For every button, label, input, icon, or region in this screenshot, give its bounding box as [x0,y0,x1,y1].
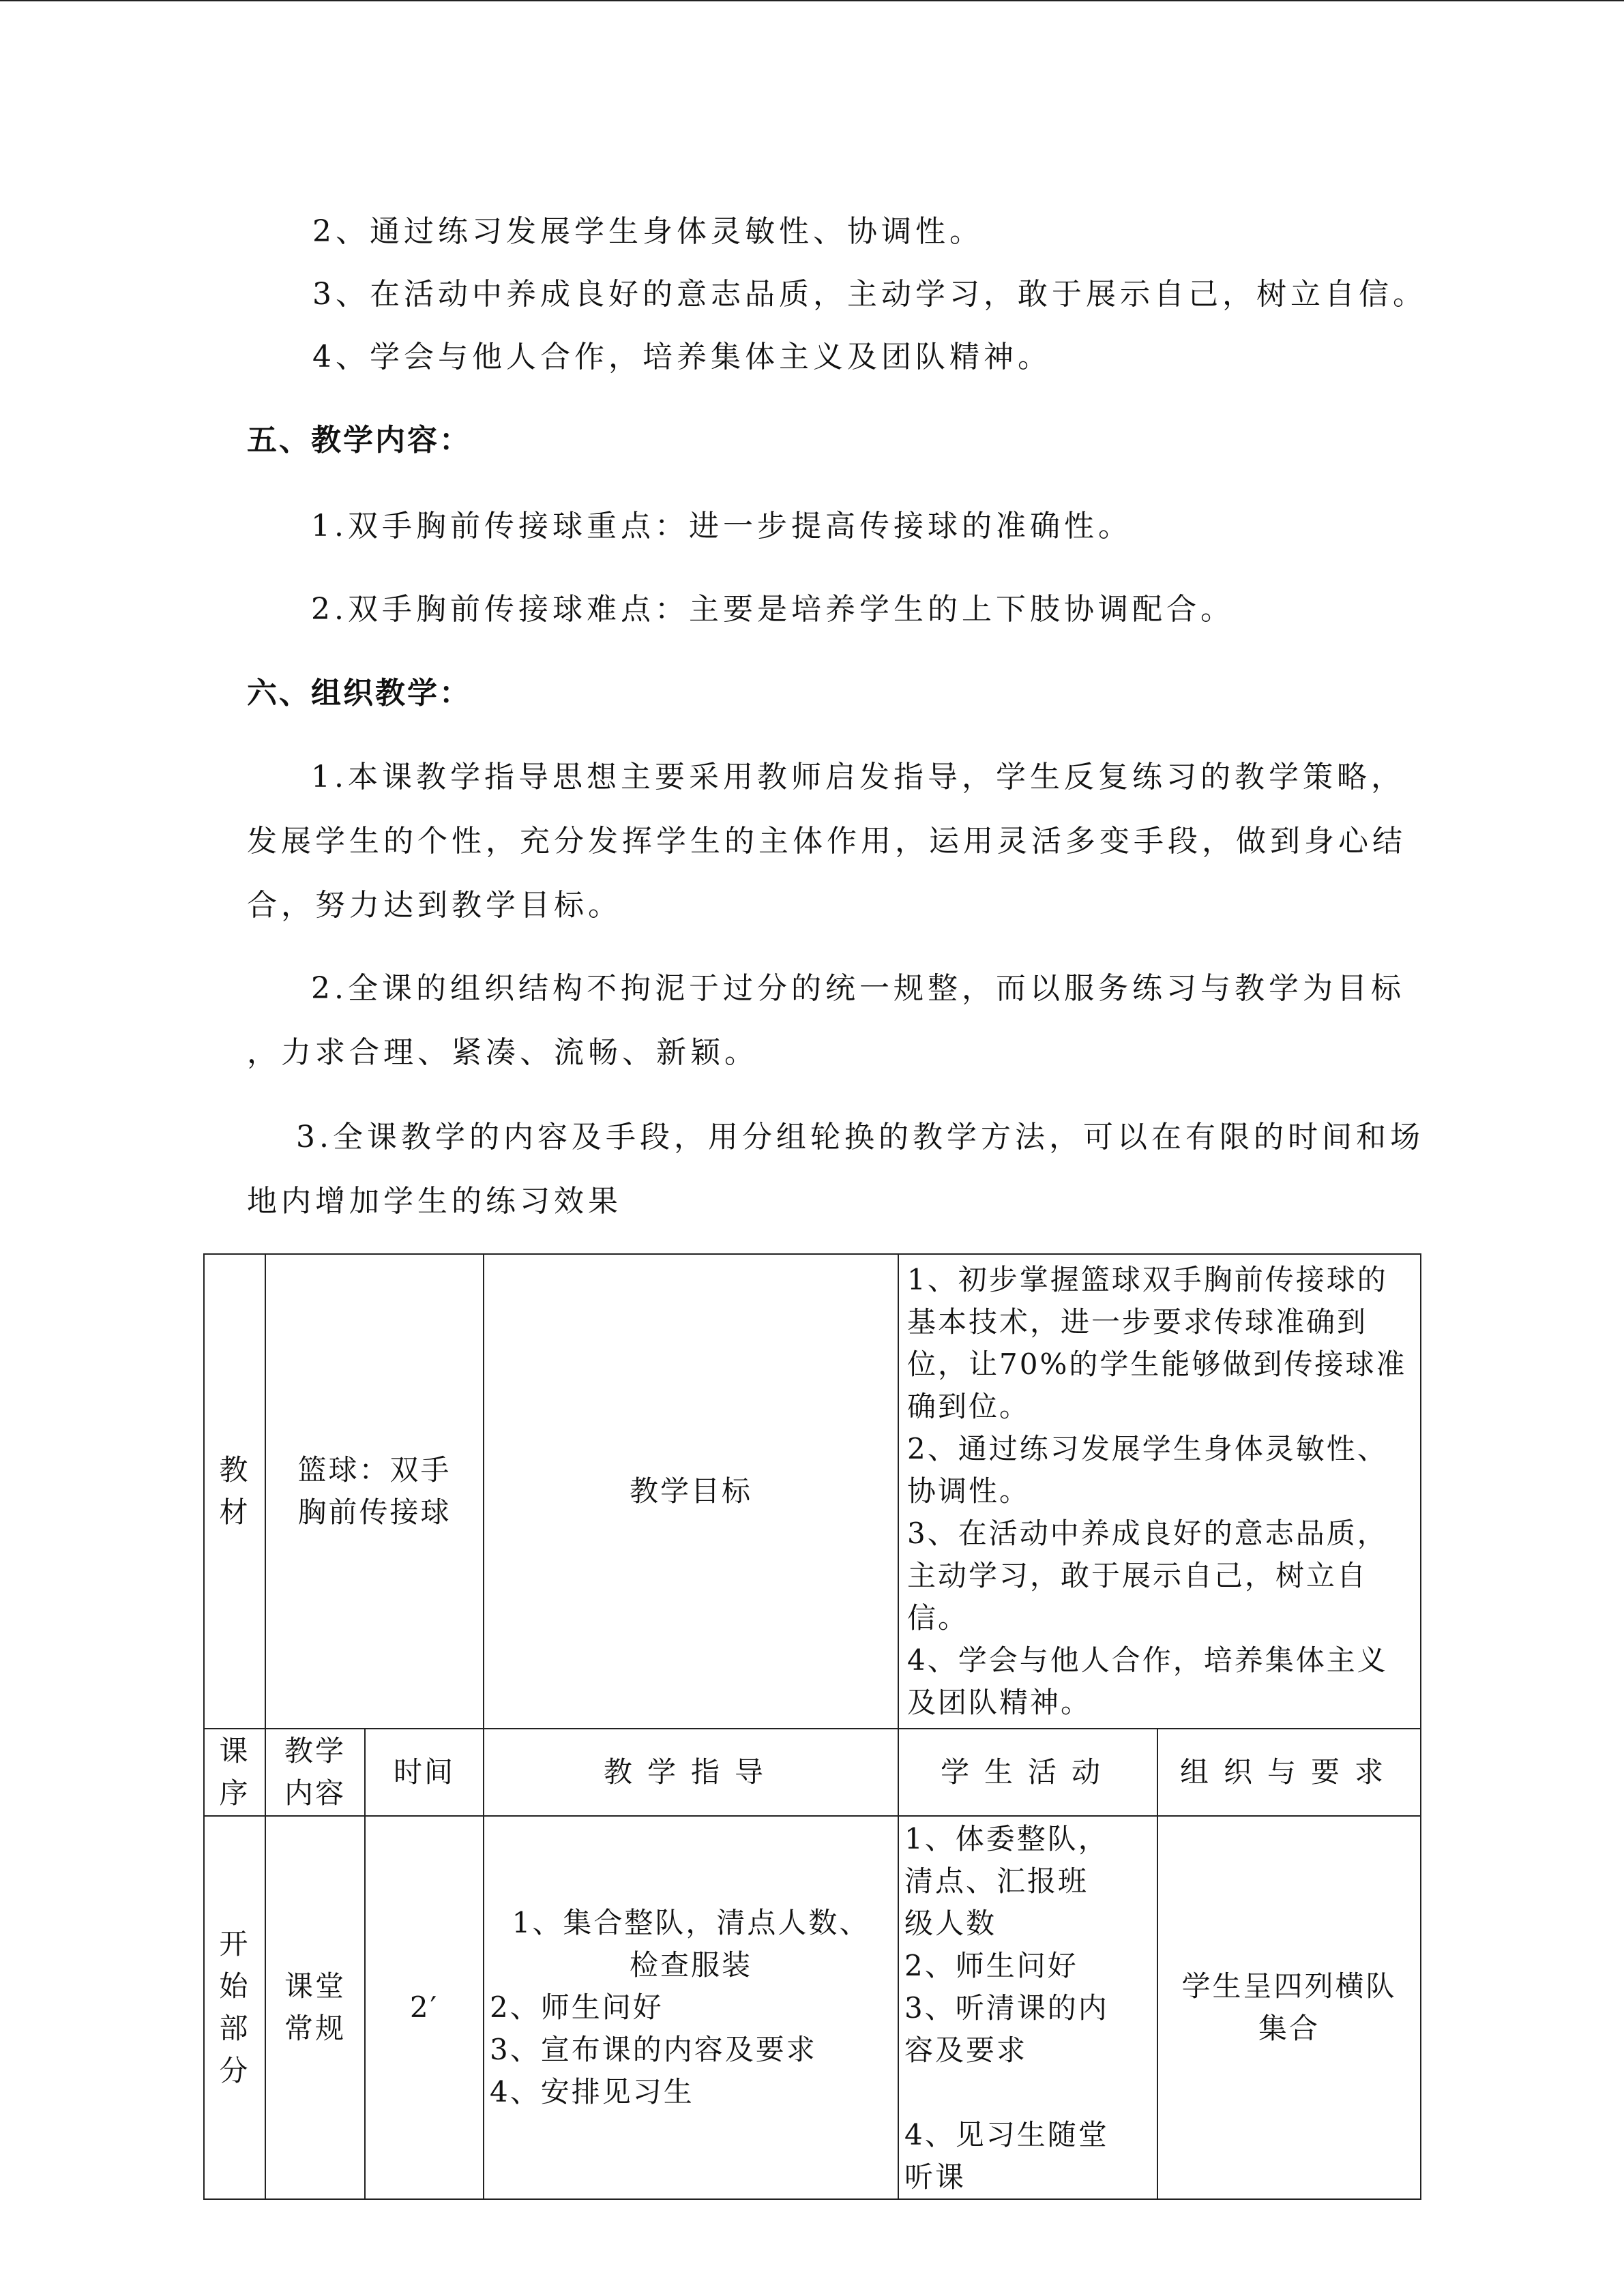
section-6-heading: 六、组织教学： [247,676,471,711]
header-guidance-text: 教学指导 [604,1755,779,1789]
objective-label: 教学目标 [630,1474,753,1508]
goal-3-text: 3、在活动中养成良好的意志品质，主动学习，敢于展示自己，树立自信。 [312,277,1427,312]
guidance-items: 2、师生问好 3、宣布课的内容及要求 4、安排见习生 [490,1991,817,2108]
org-1-line-1: 1.本课教学指导思想主要采用教师启发指导，学生反复练习的教学策略， [311,760,1405,794]
activity-items: 1、体委整队， 清点、汇报班 级人数 2、师生问好 3、听清课的内 容及要求 [904,1822,1109,2067]
header-time [365,1729,484,1816]
header-content-text: 教学 内容 [284,1734,346,1810]
row-sequence-text: 开 始 部 分 [219,1927,250,2087]
activity-observer-item: 4、见习生随堂 听课 [904,2118,1109,2194]
row-time-text: 2′ [409,1991,439,2024]
org-3-line-1: 3.全课教学的内容及手段，用分组轮换的教学方法，可以在有限的时间和场 [296,1120,1424,1154]
header-content [265,1729,365,1816]
objectives-cell [898,1254,1421,1729]
section-5-heading: 五、教学内容： [247,423,471,458]
header-activity [898,1729,1157,1816]
row-content-cell [265,1816,365,2199]
content-point-2: 2.双手胸前传接球难点：主要是培养学生的上下肢协调配合。 [311,592,1235,627]
lesson-plan-table [203,1253,1421,2200]
row-sequence-cell [204,1816,265,2199]
material-label-cell [204,1254,265,1729]
material-label: 教 材 [219,1453,250,1529]
goal-4-text: 4、学会与他人合作，培养集体主义及团队精神。 [312,340,1052,374]
material-value-cell [265,1254,484,1729]
org-2-line-2: ，力求合理、紧凑、流畅、新颖。 [247,1035,758,1070]
header-sequence [204,1729,265,1816]
header-activity-text: 学生活动 [941,1755,1116,1789]
organization-text: 学生呈四列横队 集合 [1181,1969,1397,2045]
top-border-line [0,0,1624,1]
row-organization-cell [1157,1816,1421,2199]
header-sequence-text: 课 序 [219,1734,250,1810]
table-row-material [204,1254,1421,1729]
table-row [204,1816,1421,2199]
header-guidance [484,1729,898,1816]
row-activity-cell [898,1816,1157,2199]
objective-item: 2、通过练习发展学生身体灵敏性、协调性。 [907,1432,1388,1508]
guidance-first-item: 1、集合整队，清点人数、 检查服装 [512,1906,870,1982]
table-header-row [204,1729,1421,1816]
header-time-text: 时间 [394,1755,456,1789]
org-3-line-2: 地内增加学生的练习效果 [247,1184,622,1219]
objective-item: 4、学会与他人合作，培养集体主义及团队精神。 [907,1643,1388,1719]
content-point-1: 1.双手胸前传接球重点：进一步提高传接球的准确性。 [311,509,1132,543]
org-1-line-2: 发展学生的个性，充分发挥学生的主体作用，运用灵活多变手段，做到身心结 [247,824,1406,859]
header-organization [1157,1729,1421,1816]
objectives-list [904,1255,1415,1728]
org-1-line-3: 合，努力达到教学目标。 [247,888,622,923]
goal-2-text: 2、通过练习发展学生身体灵敏性、协调性。 [312,214,984,249]
material-value: 篮球：双手 胸前传接球 [297,1453,452,1529]
objective-item: 1、初步掌握篮球双手胸前传接球的基本技术，进一步要求传球准确到位，让70%的学生能够做到传接球准确到位。 [907,1263,1407,1423]
objective-item: 3、在活动中养成良好的意志品质，主动学习，敢于展示自己，树立自信。 [907,1517,1388,1635]
objective-label-cell [484,1254,898,1729]
row-guidance-cell [484,1816,898,2199]
header-organization-text: 组织与要求 [1180,1755,1399,1789]
org-2-line-1: 2.全课的组织结构不拘泥于过分的统一规整，而以服务练习与教学为目标 [311,971,1405,1006]
row-content-text: 课堂 常规 [284,1969,346,2045]
row-time-cell [365,1816,484,2199]
